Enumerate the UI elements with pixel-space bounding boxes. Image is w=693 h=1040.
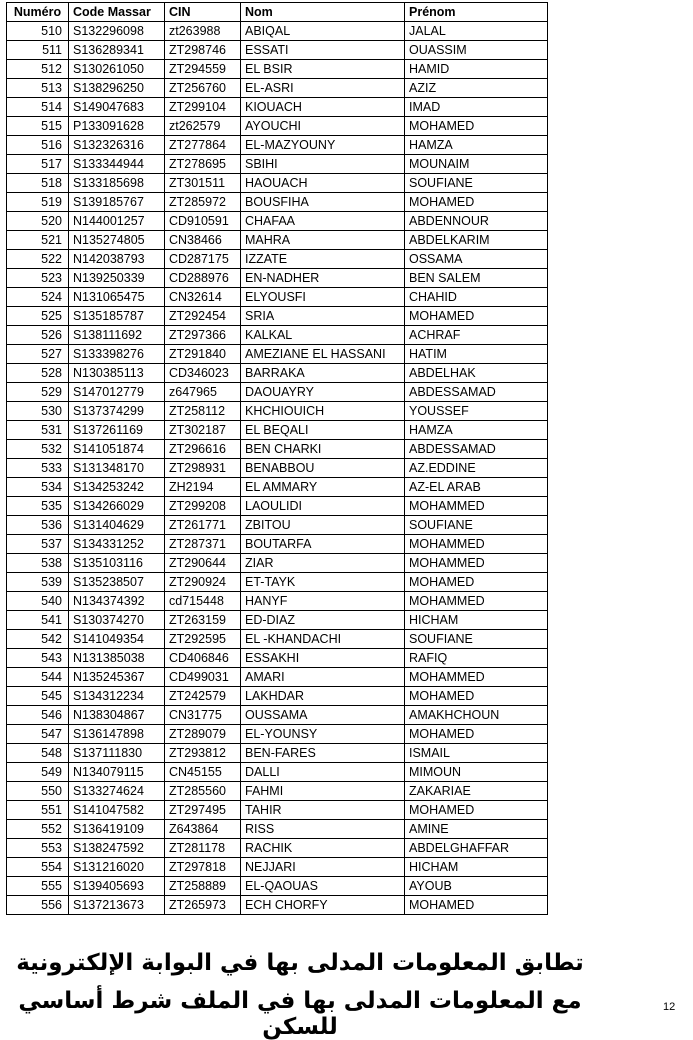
table-row [7, 231, 548, 250]
cell-numero: 540 [7, 592, 69, 611]
cell-prenom: JALAL [405, 22, 548, 41]
cell-code-massar: S136147898 [69, 725, 165, 744]
cell-cin: CN31775 [165, 706, 241, 725]
cell-code-massar: N134374392 [69, 592, 165, 611]
cell-numero: 548 [7, 744, 69, 763]
cell-numero: 527 [7, 345, 69, 364]
cell-code-massar: S137111830 [69, 744, 165, 763]
cell-code-massar: S141047582 [69, 801, 165, 820]
footer-note-line-2: مع المعلومات المدلى بها في الملف شرط أساسي للسكن [18, 988, 582, 1040]
cell-nom: IZZATE [241, 250, 405, 269]
cell-cin: CD406846 [165, 649, 241, 668]
cell-nom: TAHIR [241, 801, 405, 820]
cell-nom: EL AMMARY [241, 478, 405, 497]
page-number: 12 [663, 1001, 676, 1013]
cell-cin: ZT294559 [165, 60, 241, 79]
header-code-massar: Code Massar [69, 3, 165, 22]
cell-nom: RACHIK [241, 839, 405, 858]
table-row [7, 516, 548, 535]
cell-cin: ZT289079 [165, 725, 241, 744]
cell-cin: ZT293812 [165, 744, 241, 763]
cell-prenom: HAMZA [405, 421, 548, 440]
table-row [7, 60, 548, 79]
table-row [7, 136, 548, 155]
cell-numero: 534 [7, 478, 69, 497]
cell-nom: ZIAR [241, 554, 405, 573]
cell-cin: CD499031 [165, 668, 241, 687]
cell-cin: ZT265973 [165, 896, 241, 915]
table-row [7, 22, 548, 41]
cell-numero: 524 [7, 288, 69, 307]
cell-cin: ZT302187 [165, 421, 241, 440]
cell-cin: CD910591 [165, 212, 241, 231]
cell-prenom: MOHAMED [405, 193, 548, 212]
cell-nom: ZBITOU [241, 516, 405, 535]
cell-cin: CN38466 [165, 231, 241, 250]
cell-cin: cd715448 [165, 592, 241, 611]
cell-numero: 535 [7, 497, 69, 516]
table-row [7, 193, 548, 212]
cell-nom: BARRAKA [241, 364, 405, 383]
cell-numero: 516 [7, 136, 69, 155]
cell-cin: ZT285560 [165, 782, 241, 801]
cell-nom: EL-YOUNSY [241, 725, 405, 744]
cell-prenom: BEN SALEM [405, 269, 548, 288]
cell-nom: LAOULIDI [241, 497, 405, 516]
cell-numero: 543 [7, 649, 69, 668]
table-row [7, 858, 548, 877]
table-row [7, 364, 548, 383]
table-row [7, 687, 548, 706]
cell-numero: 531 [7, 421, 69, 440]
cell-code-massar: N130385113 [69, 364, 165, 383]
cell-prenom: AZ.EDDINE [405, 459, 548, 478]
table-row [7, 896, 548, 915]
cell-code-massar: N135274805 [69, 231, 165, 250]
cell-nom: ET-TAYK [241, 573, 405, 592]
cell-code-massar: S133398276 [69, 345, 165, 364]
cell-nom: ESSATI [241, 41, 405, 60]
cell-nom: SBIHI [241, 155, 405, 174]
cell-code-massar: S136289341 [69, 41, 165, 60]
cell-cin: ZT242579 [165, 687, 241, 706]
table-row [7, 212, 548, 231]
cell-prenom: MOHAMMED [405, 497, 548, 516]
cell-code-massar: S138296250 [69, 79, 165, 98]
cell-numero: 530 [7, 402, 69, 421]
table-row [7, 782, 548, 801]
cell-nom: AYOUCHI [241, 117, 405, 136]
cell-cin: ZT297366 [165, 326, 241, 345]
cell-numero: 554 [7, 858, 69, 877]
cell-code-massar: S132326316 [69, 136, 165, 155]
cell-numero: 546 [7, 706, 69, 725]
table-row [7, 41, 548, 60]
cell-nom: BENABBOU [241, 459, 405, 478]
cell-prenom: MOHAMMED [405, 554, 548, 573]
cell-numero: 541 [7, 611, 69, 630]
table-row [7, 402, 548, 421]
cell-code-massar: S130374270 [69, 611, 165, 630]
cell-numero: 529 [7, 383, 69, 402]
table-row [7, 497, 548, 516]
cell-code-massar: S149047683 [69, 98, 165, 117]
cell-numero: 544 [7, 668, 69, 687]
cell-prenom: AMINE [405, 820, 548, 839]
cell-prenom: MOHAMMED [405, 592, 548, 611]
cell-prenom: AZIZ [405, 79, 548, 98]
cell-nom: ELYOUSFI [241, 288, 405, 307]
cell-cin: ZT258889 [165, 877, 241, 896]
cell-nom: EL BSIR [241, 60, 405, 79]
cell-code-massar: N135245367 [69, 668, 165, 687]
cell-cin: ZT298746 [165, 41, 241, 60]
table-row [7, 554, 548, 573]
cell-cin: CD287175 [165, 250, 241, 269]
table-row [7, 345, 548, 364]
cell-prenom: MOHAMED [405, 117, 548, 136]
table-row [7, 269, 548, 288]
cell-code-massar: S141049354 [69, 630, 165, 649]
cell-code-massar: S135238507 [69, 573, 165, 592]
cell-numero: 522 [7, 250, 69, 269]
cell-prenom: HAMID [405, 60, 548, 79]
cell-nom: EL -KHANDACHI [241, 630, 405, 649]
cell-prenom: MOHAMED [405, 896, 548, 915]
table-row [7, 459, 548, 478]
cell-code-massar: S133274624 [69, 782, 165, 801]
cell-numero: 519 [7, 193, 69, 212]
cell-prenom: HAMZA [405, 136, 548, 155]
cell-prenom: ZAKARIAE [405, 782, 548, 801]
cell-cin: CD346023 [165, 364, 241, 383]
cell-cin: ZT297495 [165, 801, 241, 820]
cell-code-massar: S137213673 [69, 896, 165, 915]
cell-numero: 532 [7, 440, 69, 459]
cell-numero: 549 [7, 763, 69, 782]
student-list-table [6, 2, 548, 915]
cell-code-massar: S139405693 [69, 877, 165, 896]
cell-code-massar: S135185787 [69, 307, 165, 326]
cell-prenom: IMAD [405, 98, 548, 117]
cell-code-massar: N134079115 [69, 763, 165, 782]
cell-cin: z647965 [165, 383, 241, 402]
cell-numero: 513 [7, 79, 69, 98]
cell-prenom: ABDESSAMAD [405, 383, 548, 402]
table-row [7, 649, 548, 668]
cell-cin: ZT281178 [165, 839, 241, 858]
table-header-row [7, 3, 548, 22]
cell-nom: RISS [241, 820, 405, 839]
table-row [7, 668, 548, 687]
cell-cin: ZT291840 [165, 345, 241, 364]
cell-code-massar: S137374299 [69, 402, 165, 421]
cell-numero: 550 [7, 782, 69, 801]
cell-code-massar: S134266029 [69, 497, 165, 516]
cell-cin: CD288976 [165, 269, 241, 288]
cell-nom: DALLI [241, 763, 405, 782]
cell-numero: 521 [7, 231, 69, 250]
cell-code-massar: N131385038 [69, 649, 165, 668]
table-row [7, 725, 548, 744]
cell-prenom: MOHAMED [405, 801, 548, 820]
table-row [7, 839, 548, 858]
cell-prenom: CHAHID [405, 288, 548, 307]
cell-cin: zt263988 [165, 22, 241, 41]
cell-nom: ABIQAL [241, 22, 405, 41]
cell-cin: ZT278695 [165, 155, 241, 174]
cell-prenom: MOHAMMED [405, 668, 548, 687]
cell-nom: EL-QAOUAS [241, 877, 405, 896]
cell-cin: ZT261771 [165, 516, 241, 535]
cell-cin: ZT299208 [165, 497, 241, 516]
cell-nom: ED-DIAZ [241, 611, 405, 630]
cell-cin: ZT263159 [165, 611, 241, 630]
cell-code-massar: S135103116 [69, 554, 165, 573]
table-row [7, 744, 548, 763]
table-row [7, 763, 548, 782]
cell-prenom: MOHAMED [405, 573, 548, 592]
cell-nom: ESSAKHI [241, 649, 405, 668]
cell-prenom: ABDENNOUR [405, 212, 548, 231]
cell-nom: BOUTARFA [241, 535, 405, 554]
cell-numero: 553 [7, 839, 69, 858]
table-row [7, 307, 548, 326]
cell-code-massar: S139185767 [69, 193, 165, 212]
cell-code-massar: S131404629 [69, 516, 165, 535]
cell-cin: ZT296616 [165, 440, 241, 459]
cell-prenom: ABDELHAK [405, 364, 548, 383]
header-numero: Numéro [7, 3, 69, 22]
table-row [7, 250, 548, 269]
cell-nom: OUSSAMA [241, 706, 405, 725]
cell-cin: CN45155 [165, 763, 241, 782]
cell-numero: 515 [7, 117, 69, 136]
cell-nom: EL-ASRI [241, 79, 405, 98]
cell-prenom: HATIM [405, 345, 548, 364]
cell-code-massar: S133185698 [69, 174, 165, 193]
cell-prenom: YOUSSEF [405, 402, 548, 421]
cell-code-massar: P133091628 [69, 117, 165, 136]
cell-cin: ZT256760 [165, 79, 241, 98]
cell-prenom: ISMAIL [405, 744, 548, 763]
cell-numero: 520 [7, 212, 69, 231]
cell-prenom: OSSAMA [405, 250, 548, 269]
cell-numero: 547 [7, 725, 69, 744]
cell-code-massar: S132296098 [69, 22, 165, 41]
cell-prenom: MOHAMED [405, 307, 548, 326]
cell-numero: 514 [7, 98, 69, 117]
cell-prenom: MOHAMMED [405, 535, 548, 554]
cell-prenom: MOHAMED [405, 725, 548, 744]
cell-nom: HAOUACH [241, 174, 405, 193]
cell-prenom: ABDESSAMAD [405, 440, 548, 459]
table-row [7, 440, 548, 459]
table-row [7, 421, 548, 440]
table-row [7, 820, 548, 839]
cell-code-massar: S131348170 [69, 459, 165, 478]
cell-nom: EN-NADHER [241, 269, 405, 288]
cell-nom: DAOUAYRY [241, 383, 405, 402]
cell-numero: 552 [7, 820, 69, 839]
cell-prenom: MOUNAIM [405, 155, 548, 174]
cell-prenom: SOUFIANE [405, 516, 548, 535]
cell-prenom: OUASSIM [405, 41, 548, 60]
cell-nom: LAKHDAR [241, 687, 405, 706]
cell-cin: ZT277864 [165, 136, 241, 155]
table-row [7, 630, 548, 649]
cell-prenom: SOUFIANE [405, 630, 548, 649]
table-row [7, 535, 548, 554]
table-row [7, 478, 548, 497]
cell-prenom: MOHAMED [405, 687, 548, 706]
cell-numero: 512 [7, 60, 69, 79]
cell-nom: BEN-FARES [241, 744, 405, 763]
table-row [7, 117, 548, 136]
cell-numero: 511 [7, 41, 69, 60]
cell-numero: 533 [7, 459, 69, 478]
cell-nom: ECH CHORFY [241, 896, 405, 915]
cell-cin: ZH2194 [165, 478, 241, 497]
cell-cin: ZT258112 [165, 402, 241, 421]
cell-prenom: HICHAM [405, 611, 548, 630]
cell-nom: FAHMI [241, 782, 405, 801]
cell-prenom: MIMOUN [405, 763, 548, 782]
cell-code-massar: S133344944 [69, 155, 165, 174]
cell-code-massar: S134312234 [69, 687, 165, 706]
cell-nom: EL-MAZYOUNY [241, 136, 405, 155]
cell-code-massar: S130261050 [69, 60, 165, 79]
cell-numero: 539 [7, 573, 69, 592]
table-row [7, 801, 548, 820]
cell-nom: AMARI [241, 668, 405, 687]
cell-numero: 528 [7, 364, 69, 383]
cell-code-massar: S138111692 [69, 326, 165, 345]
table-body [7, 22, 548, 915]
cell-cin: ZT297818 [165, 858, 241, 877]
cell-code-massar: N138304867 [69, 706, 165, 725]
table-row [7, 326, 548, 345]
cell-cin: Z643864 [165, 820, 241, 839]
cell-code-massar: S147012779 [69, 383, 165, 402]
cell-code-massar: N144001257 [69, 212, 165, 231]
cell-prenom: ABDELKARIM [405, 231, 548, 250]
cell-numero: 518 [7, 174, 69, 193]
cell-cin: ZT290924 [165, 573, 241, 592]
cell-nom: KIOUACH [241, 98, 405, 117]
cell-prenom: HICHAM [405, 858, 548, 877]
table-row [7, 573, 548, 592]
cell-numero: 526 [7, 326, 69, 345]
table-row [7, 877, 548, 896]
cell-prenom: ACHRAF [405, 326, 548, 345]
cell-code-massar: S137261169 [69, 421, 165, 440]
footer-note-line-1: تطابق المعلومات المدلى بها في البوابة الإلكترونية [16, 950, 584, 976]
cell-prenom: AYOUB [405, 877, 548, 896]
cell-cin: CN32614 [165, 288, 241, 307]
cell-nom: AMEZIANE EL HASSANI [241, 345, 405, 364]
cell-numero: 551 [7, 801, 69, 820]
cell-code-massar: N131065475 [69, 288, 165, 307]
table-row [7, 592, 548, 611]
cell-code-massar: N139250339 [69, 269, 165, 288]
cell-code-massar: N142038793 [69, 250, 165, 269]
cell-prenom: SOUFIANE [405, 174, 548, 193]
cell-code-massar: S134253242 [69, 478, 165, 497]
cell-prenom: AZ-EL ARAB [405, 478, 548, 497]
cell-numero: 555 [7, 877, 69, 896]
cell-numero: 537 [7, 535, 69, 554]
cell-nom: CHAFAA [241, 212, 405, 231]
cell-numero: 517 [7, 155, 69, 174]
table-row [7, 383, 548, 402]
cell-nom: KHCHIOUICH [241, 402, 405, 421]
table-row [7, 706, 548, 725]
cell-cin: ZT299104 [165, 98, 241, 117]
cell-cin: zt262579 [165, 117, 241, 136]
table-row [7, 174, 548, 193]
table-row [7, 288, 548, 307]
table-row [7, 611, 548, 630]
cell-nom: NEJJARI [241, 858, 405, 877]
cell-numero: 536 [7, 516, 69, 535]
cell-prenom: AMAKHCHOUN [405, 706, 548, 725]
cell-numero: 525 [7, 307, 69, 326]
cell-nom: SRIA [241, 307, 405, 326]
cell-cin: ZT290644 [165, 554, 241, 573]
cell-code-massar: S134331252 [69, 535, 165, 554]
cell-nom: BEN CHARKI [241, 440, 405, 459]
header-cin: CIN [165, 3, 241, 22]
header-nom: Nom [241, 3, 405, 22]
table-row [7, 98, 548, 117]
cell-cin: ZT298931 [165, 459, 241, 478]
cell-nom: MAHRA [241, 231, 405, 250]
cell-cin: ZT287371 [165, 535, 241, 554]
table-row [7, 155, 548, 174]
cell-cin: ZT292595 [165, 630, 241, 649]
cell-nom: EL BEQALI [241, 421, 405, 440]
cell-code-massar: S131216020 [69, 858, 165, 877]
cell-numero: 523 [7, 269, 69, 288]
cell-prenom: ABDELGHAFFAR [405, 839, 548, 858]
cell-cin: ZT285972 [165, 193, 241, 212]
cell-code-massar: S141051874 [69, 440, 165, 459]
cell-cin: ZT292454 [165, 307, 241, 326]
cell-prenom: RAFIQ [405, 649, 548, 668]
cell-nom: BOUSFIHA [241, 193, 405, 212]
cell-numero: 510 [7, 22, 69, 41]
cell-numero: 556 [7, 896, 69, 915]
table-row [7, 79, 548, 98]
cell-nom: HANYF [241, 592, 405, 611]
header-prenom: Prénom [405, 3, 548, 22]
cell-code-massar: S138247592 [69, 839, 165, 858]
cell-numero: 538 [7, 554, 69, 573]
cell-cin: ZT301511 [165, 174, 241, 193]
cell-numero: 545 [7, 687, 69, 706]
cell-numero: 542 [7, 630, 69, 649]
cell-nom: KALKAL [241, 326, 405, 345]
cell-code-massar: S136419109 [69, 820, 165, 839]
